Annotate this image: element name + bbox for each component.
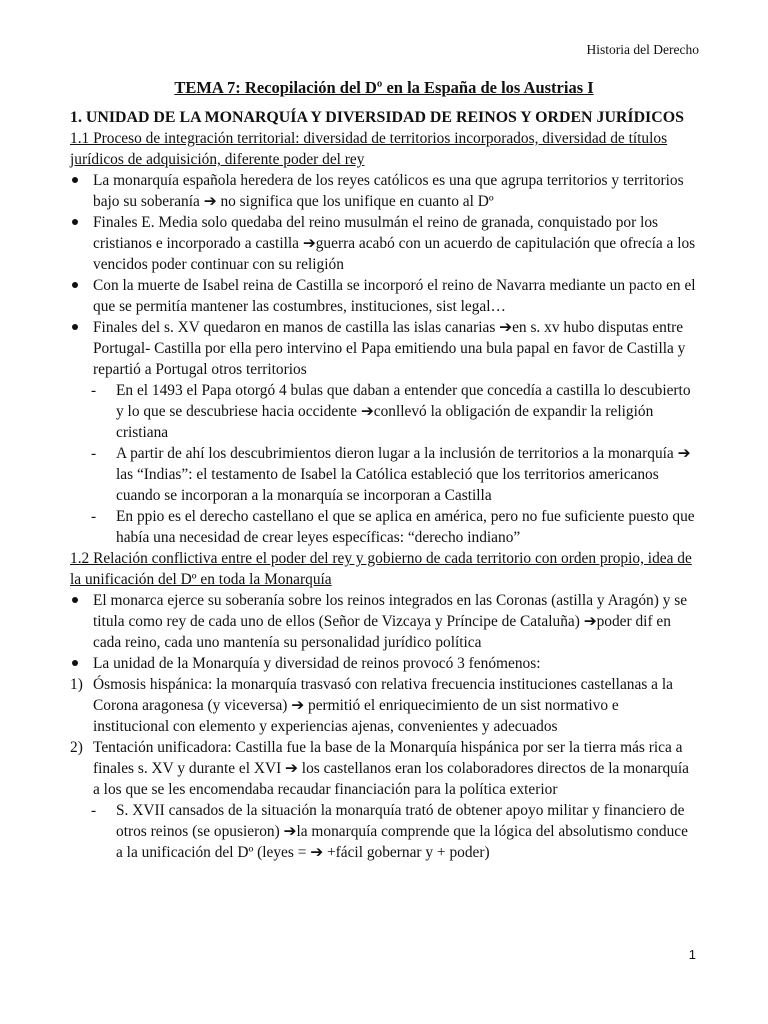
list-item [70,800,698,863]
subsection-heading: 1.1 Proceso de integración territorial: diversidad de territorios incorporados, diversidad de títulos jurídicos de adquisición, diferente poder del rey [70,130,668,168]
bullet-icon [72,324,78,330]
list-number: 2) [70,739,83,756]
dash-marker: - [91,382,97,399]
list-number: 1) [70,676,83,693]
list-item [70,443,698,506]
list-item [70,590,698,653]
list-item-text: La unidad de la Monarquía y diversidad de reinos provocó 3 fenómenos: [93,655,541,672]
list-item [70,275,698,317]
section-heading: 1. UNIDAD DE LA MONARQUÍA Y DIVERSIDAD DE REINOS Y ORDEN JURÍDICOS [70,109,684,126]
list-item [70,317,698,380]
dash-list [70,800,698,863]
list-item-text: Ósmosis hispánica: la monarquía trasvasó con relativa frecuencia instituciones castellanas a la Corona aragonesa (y viceversa) ➔ permitió el enriquecimiento de un sist normativo e institucional con elemento y experiencias ajenas, convenientes y adecuados [93,676,673,735]
list-item-text: El monarca ejerce su soberanía sobre los reinos integrados en las Coronas (astilla y Aragón) y se titula como rey de cada uno de ellos (Señor de Vizcaya y Príncipe de Cataluña) ➔poder dif en cada reino, cada uno mantenía su personalidad jurídico política [93,592,688,651]
bullet-icon [72,660,78,666]
bullet-icon [72,219,78,225]
list-item-text: Finales E. Media solo quedaba del reino musulmán el reino de granada, conquistado por los cristianos e incorporado a castilla ➔guerra acabó con un acuerdo de capitulación que ofrecía a los vencidos poder continuar con su religión [93,214,696,273]
list-item-text: Tentación unificadora: Castilla fue la base de la Monarquía hispánica por ser la tierra más rica a finales s. XV y durante el XVI ➔ los castellanos eran los colaboradores directos de la monarquía a los que se les encomendaba recaudar financiación para la política exterior [93,739,689,798]
subsection-heading: 1.2 Relación conflictiva entre el poder del rey y gobierno de cada territorio con orden propio, idea de la unificación del Dº en toda la Monarquía [70,550,692,588]
list-item [70,506,698,548]
bullet-icon [72,282,78,288]
bullet-list [70,170,698,380]
list-item [70,380,698,443]
list-item-text: Con la muerte de Isabel reina de Castilla se incorporó el reino de Navarra mediante un pacto en el que se permitía mantener las costumbres, instituciones, sist legal… [93,277,696,315]
dash-marker: - [91,508,97,525]
list-item [70,653,698,674]
bullet-icon [72,177,78,183]
list-item [70,674,698,737]
list-item [70,170,698,212]
dash-list [70,380,698,548]
list-item-text: S. XVII cansados de la situación la monarquía trató de obtener apoyo militar y financiero de otros reinos (se opusieron) ➔la monarquía comprende que la lógica del absolutismo conduce a la unificación del Dº (leyes = ➔ +fácil gobernar y + poder) [116,802,688,861]
bullet-list [70,590,698,674]
dash-marker: - [91,802,97,819]
list-item-text: En ppio es el derecho castellano el que se aplica en américa, pero no fue suficiente puesto que había una necesidad de crear leyes específicas: “derecho indiano” [116,508,695,546]
list-item [70,212,698,275]
running-header: Historia del Derecho [586,42,699,57]
document-title: TEMA 7: Recopilación del Dº en la España de los Austrias I [174,78,594,97]
numbered-list [70,674,698,800]
list-item-text: A partir de ahí los descubrimientos dieron lugar a la inclusión de territorios a la monarquía ➔ las “Indias”: el testamento de Isabel la Católica estableció que los territorios americanos cuando se incorporan a la monarquía se incorporan a Castilla [116,445,691,504]
dash-marker: - [91,445,97,462]
list-item-text: La monarquía española heredera de los reyes católicos es una que agrupa territorios y territorios bajo su soberanía ➔ no significa que los unifique en cuanto al Dº [93,172,684,210]
list-item [70,737,698,800]
page-number: 1 [688,947,696,962]
list-item-text: En el 1493 el Papa otorgó 4 bulas que daban a entender que concedía a castilla lo descubierto y lo que se descubriese hacia occidente ➔conllevó la obligación de expandir la religión cristiana [116,382,691,441]
document-body [70,107,698,863]
bullet-icon [72,597,78,603]
list-item-text: Finales del s. XV quedaron en manos de castilla las islas canarias ➔en s. xv hubo disputas entre Portugal- Castilla por ella pero intervino el Papa emitiendo una bula papal en favor de Castilla y repartió a Portugal otros territorios [93,319,686,378]
